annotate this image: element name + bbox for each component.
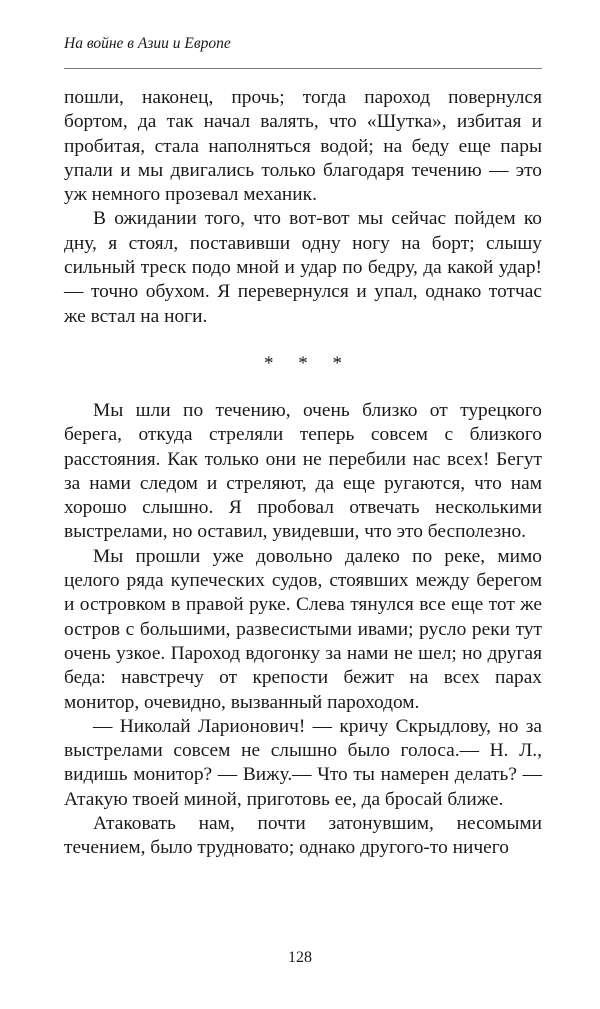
section-break: * * * xyxy=(264,352,352,374)
paragraph: — Николай Ларионович! — кричу Скрыдлову, но за выстрелами совсем не слышно было голоса.— Н. Л., видишь монитор? — Вижу.— Что ты намерен делать? — Атакую твоей миной, приготовь ее, да бросай ближе. xyxy=(64,715,542,810)
paragraph: пошли, наконец, прочь; тогда пароход повернулся бортом, да так начал валять, что «Шутка», избитая и пробитая, стала наполняться водой; на беду еще пары упали и мы двигались только благодаря течению — это уж немного прозевал механик. xyxy=(64,87,542,206)
running-head: На войне в Азии и Европе xyxy=(64,35,231,52)
header-rule xyxy=(64,68,542,69)
paragraph: Мы прошли уже довольно далеко по реке, мимо целого ряда купеческих судов, стоявших между берегом и островком в правой руке. Слева тянулся все еще тот же остров с большими, развесистыми ивами; русло реки тут очень узкое. Пароход вдогонку за нами не шел; но другая беда: навстречу от крепости бежит на всех парах монитор, очевидно, вызванный пароходом. xyxy=(64,545,542,713)
paragraph: Мы шли по течению, очень близко от турецкого берега, откуда стреляли теперь совсем с близкого расстояния. Как только они не перебили нас всех! Бегут за нами следом и стреляют, да еще ругаются, что нам хорошо слышно. Я пробовал отвечать несколькими выстрелами, но оставил, увидевши, что это бесполезно. xyxy=(64,399,542,543)
section-gap xyxy=(64,329,542,342)
body-text xyxy=(64,86,542,861)
paragraph: В ожидании того, что вот-вот мы сейчас пойдем ко дну, я стоял, поставивши одну ногу на борт; слышу сильный треск подо мной и удар по бедру, да какой удар! — точно обухом. Я перевернулся и упал, однако тотчас же встал на ноги. xyxy=(64,208,542,327)
paragraph: Атаковать нам, почти затонувшим, несомыми течением, было трудновато; однако другого-то ничего xyxy=(64,813,542,859)
page-number: 128 xyxy=(288,949,312,966)
section-gap xyxy=(64,386,542,399)
